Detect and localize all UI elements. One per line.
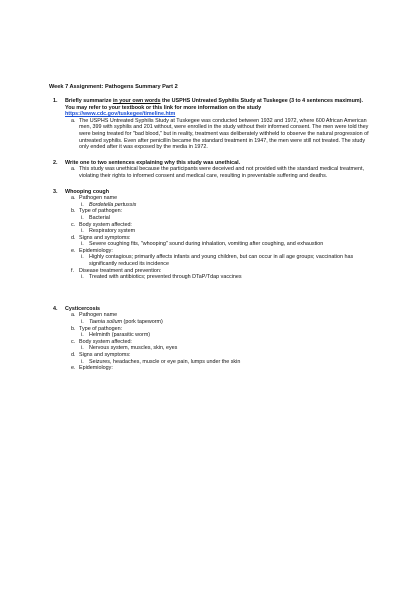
item-label: Type of pathogen: <box>79 325 123 332</box>
question-number: 4. <box>53 305 58 312</box>
list-marker: c. <box>71 221 76 228</box>
item-value: Highly contagious; primarily affects infants and young children, but can occur in all age groups; vaccination has significantly reduced its incidence <box>89 254 354 268</box>
cdc-timeline-link[interactable]: https://www.cdc.gov/tuskegee/timeline.htm <box>65 111 176 118</box>
list-subitem <box>49 332 370 339</box>
list-marker: e. <box>71 365 76 372</box>
list-marker: i. <box>81 319 84 326</box>
item-label: Body system affected: <box>79 338 132 345</box>
list-subitem <box>49 215 370 222</box>
item-value: Severe coughing fits, "whooping" sound during inhalation, vomiting after coughing, and exhaustion <box>89 241 324 248</box>
question-3 <box>49 189 370 196</box>
list-marker: a. <box>71 117 76 124</box>
item-label: Type of pathogen: <box>79 208 123 215</box>
item-value: Nervous system, muscles, skin, eyes <box>89 345 178 352</box>
item-label: Body system affected: <box>79 221 132 228</box>
item-label: Signs and symptoms: <box>79 352 131 358</box>
answer-1 <box>49 118 370 151</box>
question-number: 3. <box>53 188 58 195</box>
prompt-underlined-text: in your own words <box>112 98 161 104</box>
list-item <box>49 208 370 215</box>
list-marker: a. <box>71 195 76 202</box>
list-marker: c. <box>71 338 76 345</box>
list-item <box>49 339 370 346</box>
item-value: Treated with antibiotics; prevented through DTaP/Tdap vaccines <box>89 274 242 281</box>
list-item <box>49 312 370 319</box>
prompt-text: the USPHS Untreated Syphilis Study at Tuskegee (3 to 4 sentences maximum). You may refer to your textbook or this link for more information on the study <box>65 98 363 111</box>
item-label: Pathogen name <box>79 195 118 202</box>
list-subitem <box>49 274 370 281</box>
answer-2 <box>49 166 370 179</box>
list-subitem <box>49 241 370 248</box>
question-number: 2. <box>53 159 58 166</box>
item-value: Helminth (parasitic worm) <box>89 332 151 339</box>
disease-title: Cysticercosis <box>65 305 101 312</box>
list-marker: a. <box>71 166 76 173</box>
answer-text: The USPHS Untreated Syphilis Study at Tuskegee was conducted between 1932 and 1972, where 600 African American men, 399 with syphilis and 201 without, were enrolled in the study without their informed consent. The men were told they were being treated for "bad blood," but in reality, treatment was deliberately withheld to observe the natural progression of untreated syphilis. Even after penicillin became the standard treatment in 1947, the men were still not treated. The study only ended after it was exposed by the media in 1972. <box>79 117 369 151</box>
list-marker: i. <box>81 241 84 248</box>
question-1 <box>49 98 370 118</box>
item-label: Disease treatment and prevention: <box>79 267 162 274</box>
list-item <box>49 326 370 333</box>
document-title: Week 7 Assignment: Pathogens Summary Part 2 <box>49 84 178 90</box>
question-2 <box>49 160 370 167</box>
list-subitem <box>49 345 370 352</box>
list-marker: b. <box>71 208 76 215</box>
list-subitem <box>49 202 370 209</box>
list-marker: d. <box>71 234 76 241</box>
list-marker: i. <box>81 332 84 339</box>
prompt-text: Briefly summarize <box>65 98 113 104</box>
item-value: Bacterial <box>89 214 110 221</box>
item-value-italic: Taenia solium <box>89 319 123 326</box>
list-item <box>49 195 370 202</box>
list-marker: i. <box>81 274 84 281</box>
question-prompt <box>65 98 363 111</box>
list-item <box>49 235 370 242</box>
item-value: Bordetella pertussis <box>89 201 137 208</box>
item-label: Epidemiology: <box>79 365 113 372</box>
item-value: Seizures, headaches, muscle or eye pain, lumps under the skin <box>89 358 241 365</box>
list-marker: i. <box>81 214 84 221</box>
list-marker: i. <box>81 228 84 235</box>
item-label: Signs and symptoms: <box>79 234 131 241</box>
list-marker: b. <box>71 325 76 332</box>
disease-title: Whooping cough <box>65 188 110 195</box>
list-marker: e. <box>71 247 76 254</box>
list-subitem <box>49 359 370 366</box>
item-label: Epidemiology: <box>79 247 113 254</box>
list-marker: i. <box>81 345 84 352</box>
list-marker: i. <box>81 358 84 365</box>
list-item <box>49 352 370 359</box>
item-value: Respiratory system <box>89 228 136 235</box>
list-item <box>49 222 370 229</box>
list-item <box>49 268 370 275</box>
list-subitem <box>49 228 370 235</box>
question-number: 1. <box>53 98 58 104</box>
list-marker: a. <box>71 312 76 319</box>
question-prompt: Write one to two sentences explaining why this study was unethical. <box>65 159 241 166</box>
answer-text: This study was unethical because the participants were deceived and not provided with the standard medical treatment, violating their rights to informed consent and medical care, resulting in preventable suffering and deaths. <box>79 166 364 179</box>
list-item <box>49 365 370 372</box>
list-subitem <box>49 319 370 326</box>
list-marker: i. <box>81 254 84 261</box>
question-4 <box>49 306 370 313</box>
list-marker: f. <box>71 267 74 274</box>
list-marker: i. <box>81 201 84 208</box>
list-item <box>49 248 370 255</box>
item-label: Pathogen name <box>79 312 118 319</box>
item-value: (pork tapeworm) <box>122 319 163 326</box>
list-subitem <box>49 254 370 267</box>
list-marker: d. <box>71 352 76 358</box>
